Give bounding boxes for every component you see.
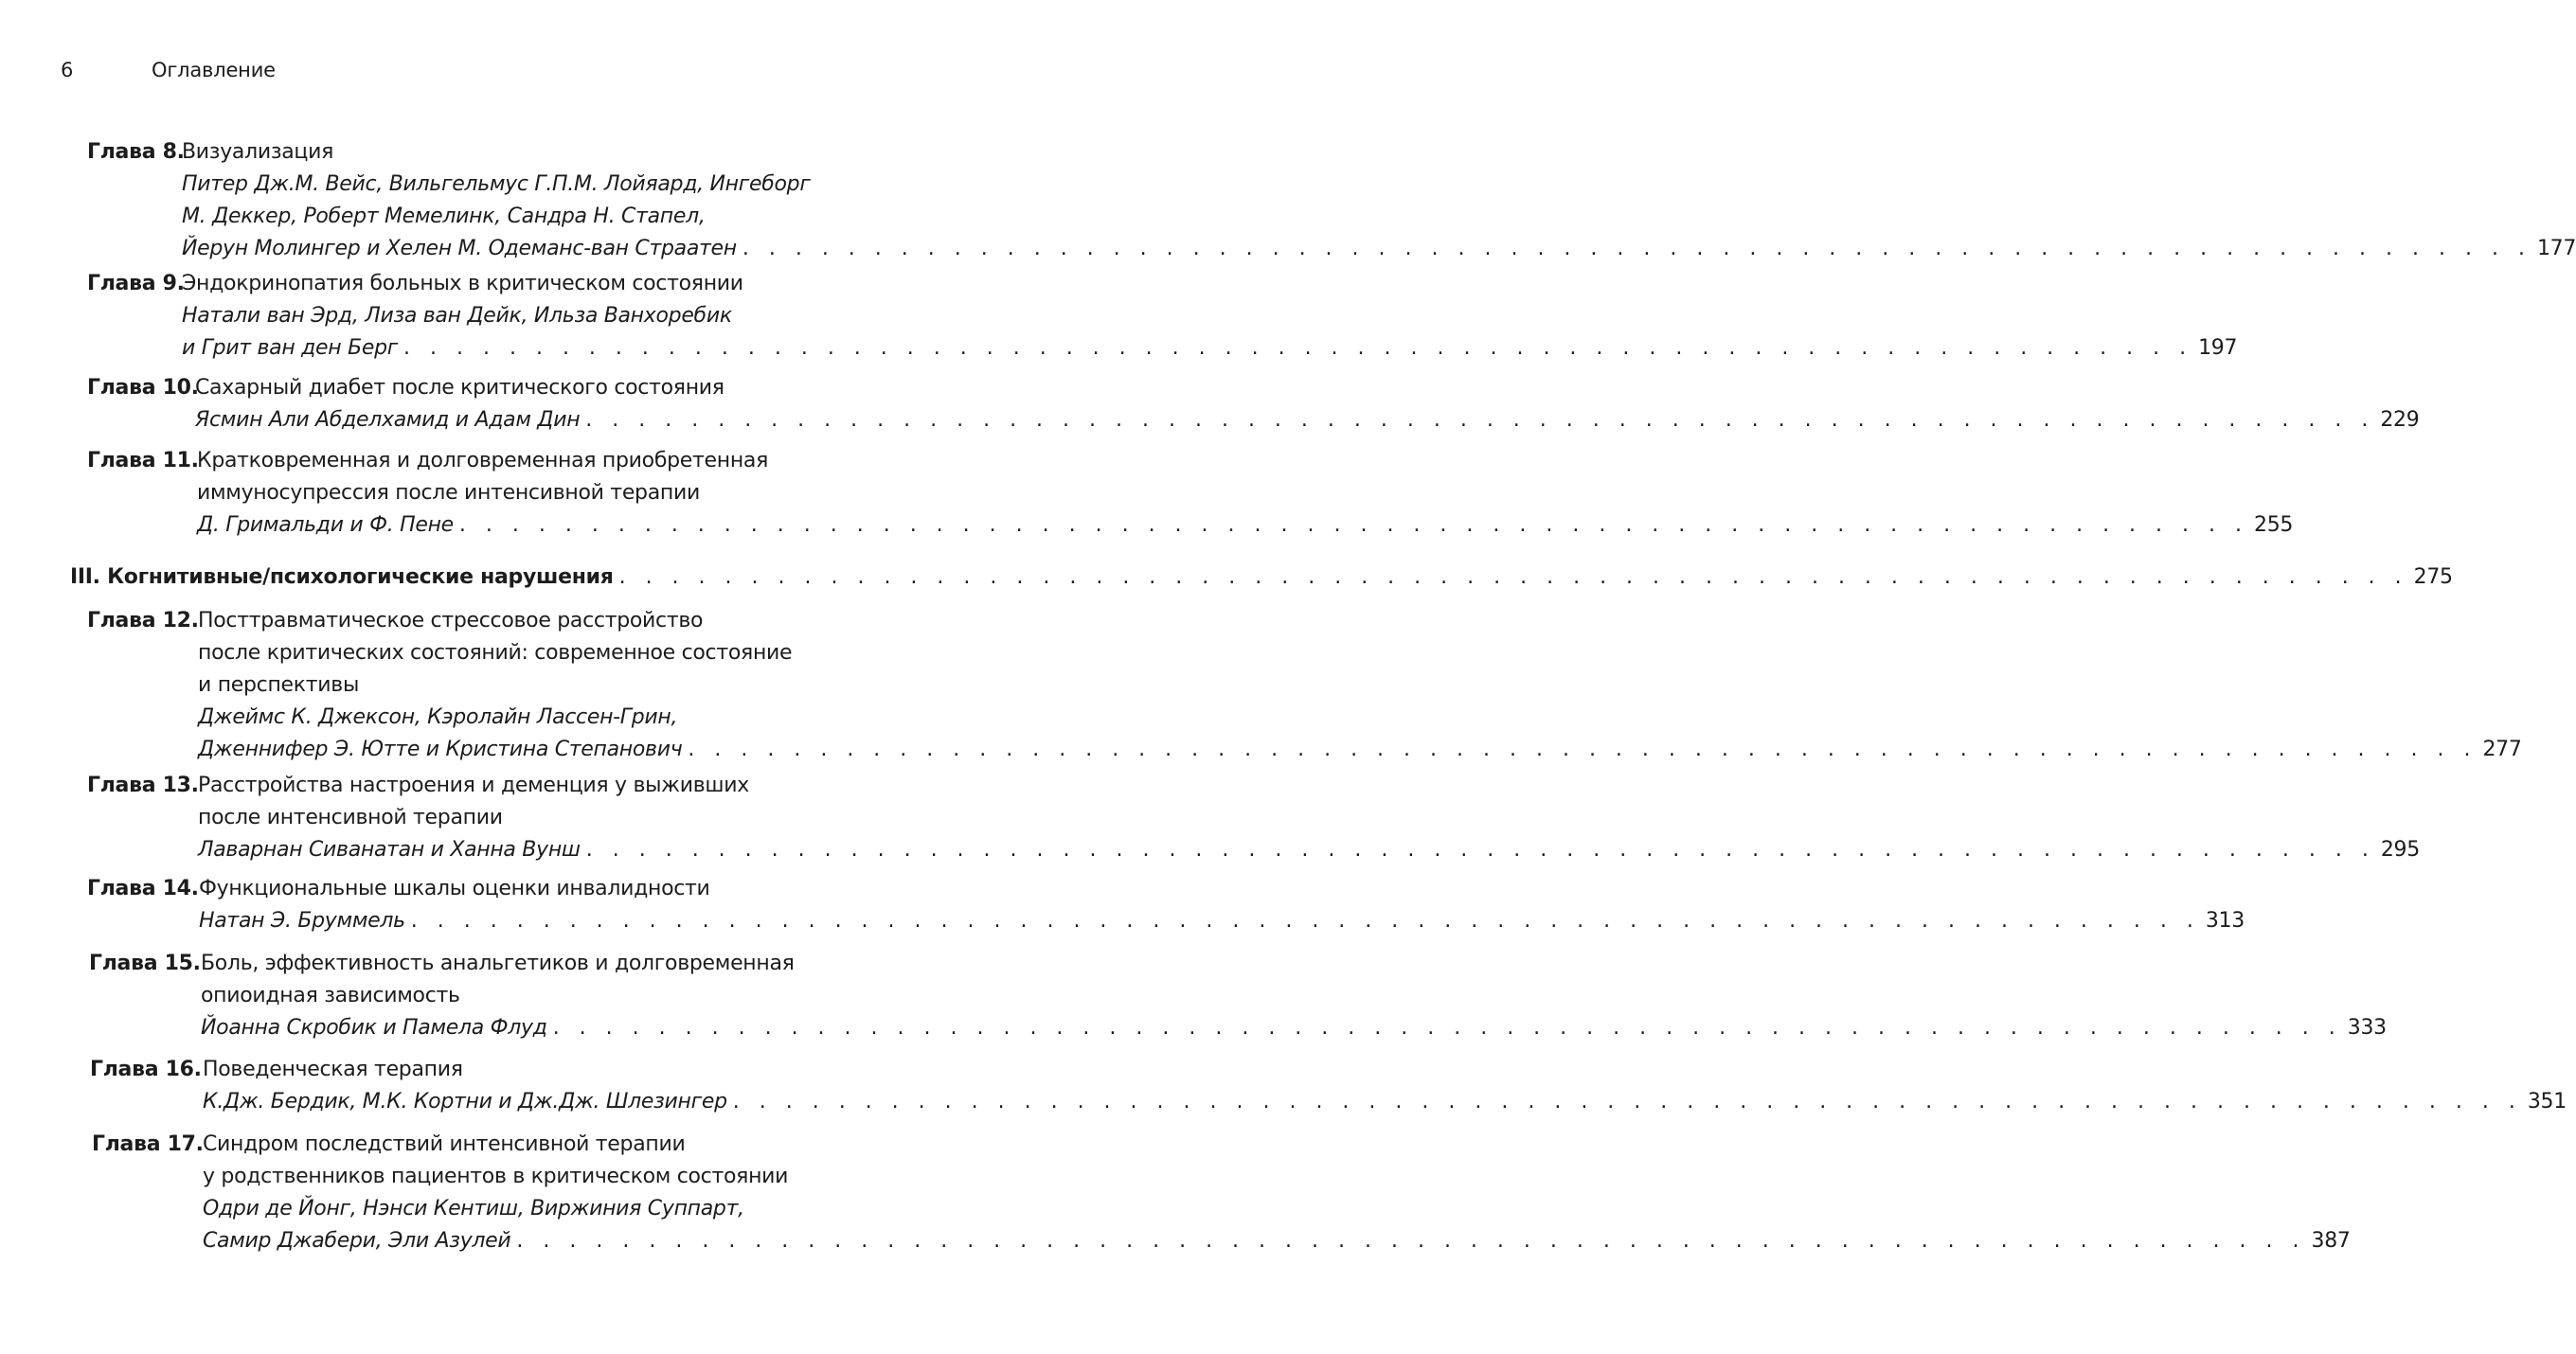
page-ref: 255	[2254, 513, 2294, 537]
chapter-title: опиоидная зависимость	[201, 984, 460, 1007]
chapter-authors: Натан Э. Бруммель	[199, 909, 405, 933]
chapter-title: Визуализация	[182, 140, 334, 164]
chapter-title: Поведенческая терапия	[203, 1058, 463, 1081]
page-ref: 275	[2413, 565, 2453, 589]
toc-entry-chapter-9	[87, 268, 2238, 365]
dot-leader: . . . . . . . . . . . . . . . . . . . . . . . . . . . . . . . . . . . . . . . . . . . . . . . . . . . . . . . . . . . . . . . . . . . .	[688, 738, 2478, 761]
toc-entry-chapter-10	[87, 372, 2420, 436]
toc-entry-chapter-12	[87, 605, 2522, 766]
chapter-title: Кратковременная и долговременная приобретенная	[197, 449, 769, 472]
chapter-label: Глава 8.	[87, 140, 185, 164]
page-ref: 229	[2380, 408, 2420, 432]
page-ref: 197	[2198, 336, 2238, 360]
chapter-title: после интенсивной терапии	[198, 806, 503, 829]
chapter-title: и перспективы	[198, 673, 360, 697]
dot-leader: . . . . . . . . . . . . . . . . . . . . . . . . . . . . . . . . . . . . . . . . . . . . . . . . . . . . . . . . . . . . . . . . . . . .	[585, 838, 2375, 862]
dot-leader: . . . . . . . . . . . . . . . . . . . . . . . . . . . . . . . . . . . . . . . . . . . . . . . . . . . . . . . . . . . . . . . . . . . .	[618, 565, 2408, 589]
chapter-authors: Питер Дж.М. Вейс, Вильгельмус Г.П.М. Лойяард, Ингеборг	[182, 172, 811, 196]
dot-leader: . . . . . . . . . . . . . . . . . . . . . . . . . . . . . . . . . . . . . . . . . . . . . . . . . . . . . . . . . . . . . . . . . . . .	[742, 237, 2531, 260]
toc-entry-chapter-16	[90, 1054, 2567, 1118]
chapter-authors: К.Дж. Бердик, М.К. Кортни и Дж.Дж. Шлезингер	[203, 1090, 727, 1113]
chapter-authors: Д. Гримальди и Ф. Пене	[197, 513, 454, 537]
chapter-authors: Йоанна Скробик и Памела Флуд	[201, 1016, 547, 1040]
chapter-label: Глава 10.	[87, 376, 199, 400]
chapter-label: Глава 12.	[87, 609, 199, 632]
chapter-authors: Дженнифер Э. Ютте и Кристина Степанович	[198, 738, 683, 761]
chapter-title: Расстройства настроения и деменция у выживших	[198, 774, 749, 797]
toc-part-3	[70, 561, 2453, 594]
chapter-label: Глава 17.	[92, 1132, 204, 1156]
toc-entry-chapter-15	[89, 948, 2387, 1044]
page-ref: 313	[2205, 909, 2245, 933]
chapter-label: Глава 11.	[87, 449, 199, 472]
chapter-title: Боль, эффективность анальгетиков и долговременная	[201, 952, 795, 975]
dot-leader: . . . . . . . . . . . . . . . . . . . . . . . . . . . . . . . . . . . . . . . . . . . . . . . . . . . . . . . . . . . . . . . . . . . .	[516, 1229, 2306, 1253]
page-ref: 333	[2347, 1016, 2387, 1040]
chapter-label: Глава 14.	[87, 877, 199, 900]
dot-leader: . . . . . . . . . . . . . . . . . . . . . . . . . . . . . . . . . . . . . . . . . . . . . . . . . . . . . . . . . . . . . . . . . . . .	[410, 909, 2200, 933]
chapter-title: Посттравматическое стрессовое расстройство	[198, 609, 704, 632]
chapter-label: Глава 16.	[90, 1058, 202, 1081]
running-title: Оглавление	[152, 59, 276, 81]
chapter-authors: Джеймс К. Джексон, Кэролайн Лассен-Грин,	[198, 705, 678, 729]
dot-leader: . . . . . . . . . . . . . . . . . . . . . . . . . . . . . . . . . . . . . . . . . . . . . . . . . . . . . . . . . . . . . . . . . . . .	[458, 513, 2248, 537]
page-header	[61, 59, 276, 81]
chapter-authors: и Грит ван ден Берг	[182, 336, 399, 360]
chapter-title: у родственников пациентов в критическом состоянии	[203, 1165, 789, 1188]
page-ref: 177	[2536, 237, 2576, 260]
chapter-authors: Лаварнан Сиванатан и Ханна Вунш	[198, 838, 581, 862]
dot-leader: . . . . . . . . . . . . . . . . . . . . . . . . . . . . . . . . . . . . . . . . . . . . . . . . . . . . . . . . . . . . . . . . . . . .	[552, 1016, 2342, 1040]
chapter-title: иммуносупрессия после интенсивной терапии	[197, 481, 700, 505]
chapter-label: Глава 13.	[87, 774, 199, 797]
page-ref: 387	[2311, 1229, 2351, 1253]
chapter-authors: Одри де Йонг, Нэнси Кентиш, Виржиния Суппарт,	[203, 1197, 744, 1220]
chapter-title: Функциональные шкалы оценки инвалидности	[199, 877, 710, 900]
dot-leader: . . . . . . . . . . . . . . . . . . . . . . . . . . . . . . . . . . . . . . . . . . . . . . . . . . . . . . . . . . . . . . . . . . . .	[732, 1090, 2522, 1113]
chapter-label: Глава 15.	[89, 952, 201, 975]
chapter-title: Эндокринопатия больных в критическом состоянии	[182, 272, 743, 295]
page-ref: 295	[2380, 838, 2420, 862]
toc-entry-chapter-11	[87, 445, 2294, 542]
dot-leader: . . . . . . . . . . . . . . . . . . . . . . . . . . . . . . . . . . . . . . . . . . . . . . . . . . . . . . . . . . . . . . . . . . . .	[403, 336, 2193, 360]
toc-entry-chapter-17	[92, 1129, 2351, 1257]
toc-entry-chapter-14	[87, 873, 2245, 937]
page-ref: 351	[2527, 1090, 2567, 1113]
chapter-authors: Йерун Молингер и Хелен М. Одеманс-ван Страатен	[182, 237, 737, 260]
page-number: 6	[61, 59, 74, 81]
chapter-authors: Ясмин Али Абделхамид и Адам Дин	[195, 408, 581, 432]
chapter-title: после критических состояний: современное состояние	[198, 641, 793, 665]
chapter-authors: М. Деккер, Роберт Мемелинк, Сандра Н. Стапел,	[182, 205, 706, 228]
page-ref: 277	[2482, 738, 2522, 761]
toc-entry-chapter-13	[87, 770, 2420, 866]
chapter-title: Сахарный диабет после критического состояния	[195, 376, 724, 400]
chapter-authors: Самир Джабери, Эли Азулей	[203, 1229, 511, 1253]
dot-leader: . . . . . . . . . . . . . . . . . . . . . . . . . . . . . . . . . . . . . . . . . . . . . . . . . . . . . . . . . . . . . . . . . . . .	[585, 408, 2375, 432]
chapter-title: Синдром последствий интенсивной терапии	[203, 1132, 686, 1156]
part-title: III. Когнитивные/психологические нарушения	[70, 565, 614, 589]
chapter-authors: Натали ван Эрд, Лиза ван Дейк, Ильза Ванхоребик	[182, 304, 732, 328]
toc-entry-chapter-8	[87, 136, 2576, 265]
chapter-label: Глава 9.	[87, 272, 185, 295]
